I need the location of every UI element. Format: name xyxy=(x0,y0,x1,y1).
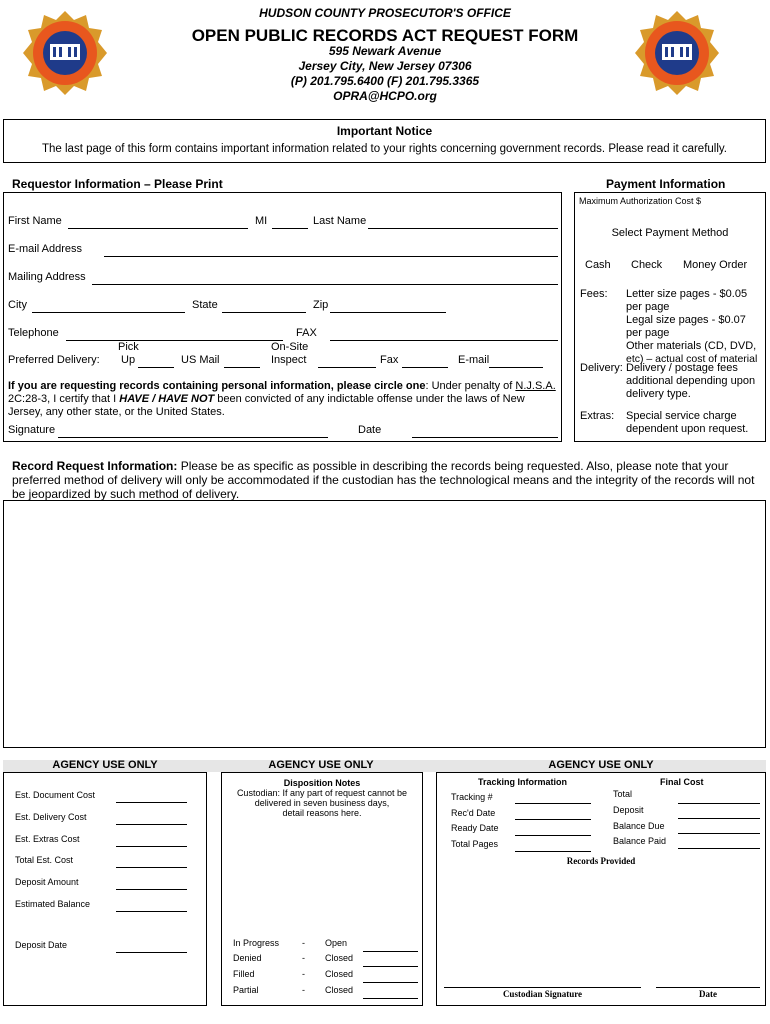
est-extras-field[interactable] xyxy=(116,846,187,847)
open-label: Open xyxy=(325,938,348,948)
closed-label-1: Closed xyxy=(325,953,354,963)
custodian-signature-field[interactable] xyxy=(444,987,641,988)
custodian-date-field[interactable] xyxy=(656,987,760,988)
record-request-textarea[interactable] xyxy=(3,500,766,748)
deposit-amount-field[interactable] xyxy=(116,889,187,890)
agency-label-3: AGENCY USE ONLY xyxy=(548,759,654,771)
address-line-2: Jersey City, New Jersey 07306 xyxy=(298,59,472,73)
deposit-amount-label: Deposit Amount xyxy=(15,877,79,887)
partial-closed-field[interactable] xyxy=(363,998,418,999)
closed-label-3: Closed xyxy=(325,985,354,995)
payment-heading: Payment Information xyxy=(606,177,726,191)
balance-due-field[interactable] xyxy=(678,833,760,834)
check-option[interactable]: Check xyxy=(631,259,663,271)
closed-label-2: Closed xyxy=(325,969,354,979)
have-have-not-choice[interactable]: HAVE / HAVE NOT xyxy=(119,393,215,405)
records-provided-label: Records Provided xyxy=(566,856,636,866)
dash-2: - xyxy=(302,953,305,963)
agency-label-2: AGENCY USE ONLY xyxy=(268,759,374,771)
disposition-heading: Disposition Notes xyxy=(283,778,361,788)
tracking-number-label: Tracking # xyxy=(451,792,493,802)
mailing-field[interactable] xyxy=(92,284,558,285)
form-title: OPEN PUBLIC RECORDS ACT REQUEST FORM xyxy=(191,26,579,45)
filled-closed-field[interactable] xyxy=(363,982,418,983)
recd-date-label: Rec'd Date xyxy=(451,808,496,818)
money-order-option[interactable]: Money Order xyxy=(683,259,748,271)
deposit-date-field[interactable] xyxy=(116,952,187,953)
mailing-label: Mailing Address xyxy=(8,271,86,283)
pickup-field[interactable] xyxy=(138,367,174,368)
custodian-date-label: Date xyxy=(699,989,717,999)
ready-date-label: Ready Date xyxy=(451,823,499,833)
state-field[interactable] xyxy=(222,312,306,313)
filled-label: Filled xyxy=(233,969,255,979)
total-field[interactable] xyxy=(678,803,760,804)
us-mail-field[interactable] xyxy=(224,367,260,368)
date-field[interactable] xyxy=(412,437,558,438)
final-cost-heading: Final Cost xyxy=(660,777,704,787)
deposit-field[interactable] xyxy=(678,818,760,819)
agency-label-1: AGENCY USE ONLY xyxy=(52,759,158,771)
address-line-1: 595 Newark Avenue xyxy=(328,44,442,58)
fax-label: FAX xyxy=(296,327,317,339)
cash-option[interactable]: Cash xyxy=(585,259,611,271)
ready-date-field[interactable] xyxy=(515,835,591,836)
deposit-date-label: Deposit Date xyxy=(15,940,68,950)
total-est-field[interactable] xyxy=(116,867,187,868)
zip-label: Zip xyxy=(313,299,329,311)
pick-label: Pick xyxy=(118,341,139,353)
deposit-label: Deposit xyxy=(613,805,644,815)
partial-label: Partial xyxy=(233,985,259,995)
tracking-number-field[interactable] xyxy=(515,803,591,804)
disposition-notes-text: Custodian: If any part of request cannot be delivered in seven business days, detail reasons here. xyxy=(236,788,408,818)
county-seal-left xyxy=(22,10,108,96)
est-extras-label: Est. Extras Cost xyxy=(15,834,80,844)
total-est-label: Total Est. Cost xyxy=(15,855,74,865)
delivery-text: Delivery / postage fees additional depending upon delivery type. xyxy=(626,362,756,400)
in-progress-label: In Progress xyxy=(233,938,280,948)
fax-field[interactable] xyxy=(330,340,558,341)
open-field[interactable] xyxy=(363,951,418,952)
first-name-field[interactable] xyxy=(68,228,248,229)
fees-label: Fees: xyxy=(580,288,608,300)
requestor-heading: Requestor Information – Please Print xyxy=(12,177,223,191)
notice-heading: Important Notice xyxy=(336,124,433,138)
us-mail-label: US Mail xyxy=(181,354,220,366)
state-label: State xyxy=(192,299,218,311)
tracking-heading: Tracking Information xyxy=(478,777,568,787)
first-name-label: First Name xyxy=(8,215,62,227)
mi-label: MI xyxy=(255,215,268,227)
delivery-label: Delivery: xyxy=(580,362,623,374)
est-doc-field[interactable] xyxy=(116,802,187,803)
county-seal-right xyxy=(634,10,720,96)
email-delivery-field[interactable] xyxy=(489,367,543,368)
est-delivery-field[interactable] xyxy=(116,824,187,825)
extras-label: Extras: xyxy=(580,410,615,422)
office-name: HUDSON COUNTY PROSECUTOR'S OFFICE xyxy=(259,6,511,20)
telephone-field[interactable] xyxy=(66,340,283,341)
email-field[interactable] xyxy=(104,256,558,257)
mi-field[interactable] xyxy=(272,228,308,229)
conviction-certification: If you are requesting records containing personal information, please circle one: Under penalty of N.J.S.A. 2C:28-3, I certify that I HAVE / HAVE NOT been convicted of any indictable offense under the laws of New Jersey, any other state, or the United States. xyxy=(8,380,556,418)
denied-label: Denied xyxy=(233,953,262,963)
total-pages-field[interactable] xyxy=(515,851,591,852)
estimated-balance-field[interactable] xyxy=(116,911,187,912)
extras-text: Special service charge dependent upon request. xyxy=(626,410,749,435)
balance-paid-field[interactable] xyxy=(678,848,760,849)
total-pages-label: Total Pages xyxy=(451,839,499,849)
last-name-label: Last Name xyxy=(313,215,367,227)
dash-4: - xyxy=(302,985,305,995)
notice-text: The last page of this form contains important information related to your rights concerning government records. Please read it carefully. xyxy=(41,143,727,155)
signature-label: Signature xyxy=(8,424,56,436)
balance-due-label: Balance Due xyxy=(613,821,665,831)
city-field[interactable] xyxy=(32,312,185,313)
select-method-label: Select Payment Method xyxy=(611,227,729,239)
record-request-instructions: Record Request Information: Please be as specific as possible in describing the records being requested. Also, please note that your preferred method of delivery will only be accommodated if the custodian has the technological means and the integrity of the records will not be jeopardized by such method of delivery. xyxy=(12,459,755,501)
balance-paid-label: Balance Paid xyxy=(613,836,667,846)
denied-closed-field[interactable] xyxy=(363,966,418,967)
custodian-signature-label: Custodian Signature xyxy=(502,989,583,999)
fax-delivery-label: Fax xyxy=(380,354,399,366)
phone-fax: (P) 201.795.6400 (F) 201.795.3365 xyxy=(290,74,480,88)
total-label: Total xyxy=(613,789,633,799)
dash-3: - xyxy=(302,969,305,979)
telephone-label: Telephone xyxy=(8,327,59,339)
up-label: Up xyxy=(121,354,136,366)
last-name-field[interactable] xyxy=(368,228,558,229)
recd-date-field[interactable] xyxy=(515,819,591,820)
email-label: E-mail Address xyxy=(8,243,82,255)
city-label: City xyxy=(8,299,27,311)
preferred-delivery-label: Preferred Delivery: xyxy=(8,354,100,366)
signature-field[interactable] xyxy=(58,437,328,438)
dash-1: - xyxy=(302,938,305,948)
office-email: OPRA@HCPO.org xyxy=(333,89,437,103)
max-auth-label: Maximum Authorization Cost $ xyxy=(579,196,702,206)
zip-field[interactable] xyxy=(330,312,446,313)
fees-text: Letter size pages - $0.05 per page Legal size pages - $0.07 per page Other materials (CD, DVD, etc) – actual cost of material xyxy=(626,288,758,365)
inspect-label: Inspect xyxy=(271,354,307,366)
fax-delivery-field[interactable] xyxy=(402,367,448,368)
estimated-balance-label: Estimated Balance xyxy=(15,899,91,909)
on-site-field[interactable] xyxy=(318,367,376,368)
est-doc-label: Est. Document Cost xyxy=(15,790,96,800)
est-delivery-label: Est. Delivery Cost xyxy=(15,812,87,822)
date-label: Date xyxy=(358,424,382,436)
email-delivery-label: E-mail xyxy=(458,354,490,366)
on-site-label: On-Site xyxy=(271,341,309,353)
